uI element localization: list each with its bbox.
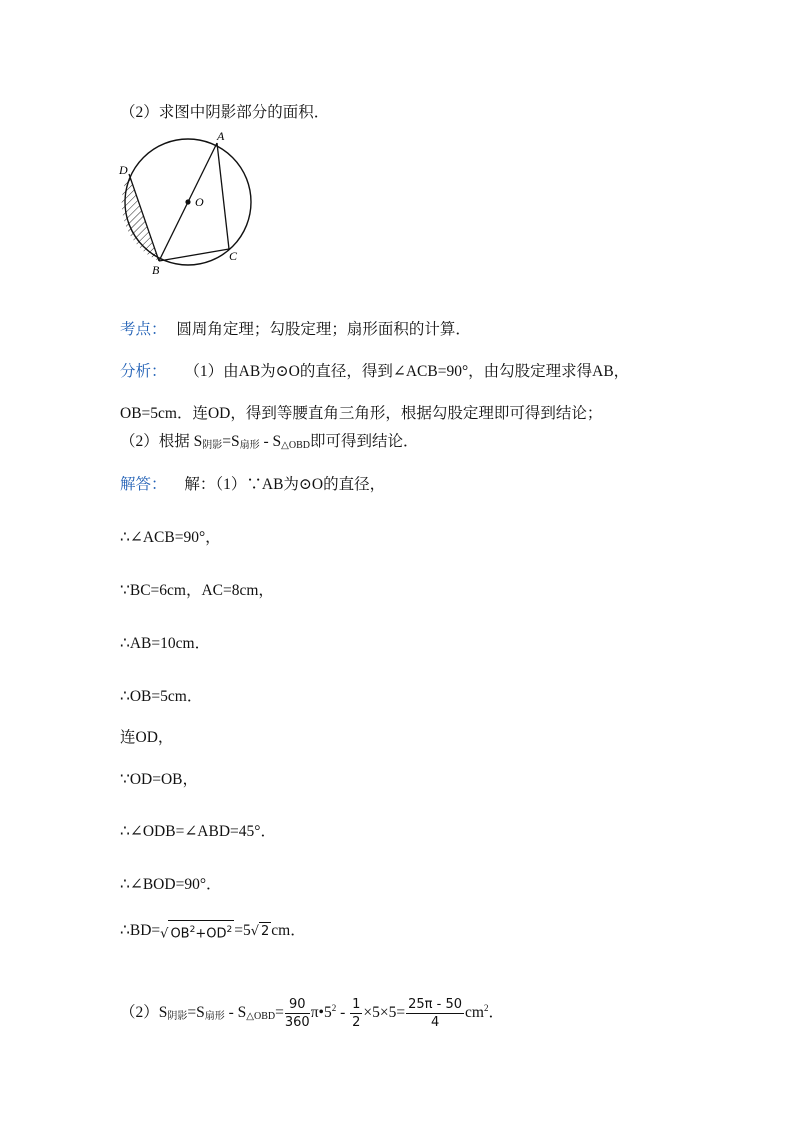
bd-line: ∴BD=√ $OB^2+OD^2 =5√$ 2 cm． bbox=[120, 918, 306, 943]
fenxi-row bbox=[120, 359, 629, 381]
fenxi-label: 分析： bbox=[120, 363, 167, 380]
chord-ac bbox=[217, 143, 229, 249]
step-8: ∴∠BOD=90°． bbox=[120, 876, 222, 893]
fenxi-line2: OB=5cm．连OD，得到等腰直角三角形，根据勾股定理即可得到结论； bbox=[120, 405, 603, 422]
fenxi-line1: （1）由AB为⊙O的直径，得到∠ACB=90°，由勾股定理求得AB， bbox=[184, 363, 630, 380]
label-b: B bbox=[152, 263, 160, 277]
chord-bc bbox=[159, 249, 229, 261]
fraction-result: $\frac{25\pi - 50}{4}$ bbox=[408, 997, 463, 1030]
step-6: ∵OD=OB， bbox=[120, 771, 199, 788]
step-5: 连OD， bbox=[120, 729, 174, 746]
sqrt-two: √ 2 bbox=[250, 923, 270, 939]
fraction-90-360: $\frac{90}{360}$ bbox=[284, 997, 310, 1030]
label-o: O bbox=[195, 195, 204, 209]
kaodian-label: 考点： bbox=[120, 321, 167, 338]
step-3: ∴AB=10cm． bbox=[120, 635, 211, 652]
sqrt-expression: √ $OB^2+OD^2$ bbox=[160, 920, 234, 943]
fraction-1-2: $\frac{1}{2}$ bbox=[352, 997, 361, 1030]
label-c: C bbox=[229, 249, 238, 263]
final-line: $(2)S_{阴影}=S_{扇形} - S_{\triangle OBD}=$ $\frac{90}{360}$ $\pi•5^2$ - $\frac{1}{2}$ ×5×5= $\frac{25\pi - 50}{4}$ $cm^2$． bbox=[120, 997, 504, 1030]
jieda-row bbox=[120, 472, 385, 494]
step-4: ∴OB=5cm． bbox=[120, 688, 203, 705]
circle-figure bbox=[116, 130, 266, 280]
step-2: ∵BC=6cm，AC=8cm， bbox=[120, 582, 274, 599]
kaodian-row bbox=[120, 317, 471, 339]
step-7: ∴∠ODB=∠ABD=45°． bbox=[120, 823, 276, 840]
label-a: A bbox=[217, 130, 225, 143]
label-d: D bbox=[119, 163, 128, 177]
step-1: ∴∠ACB=90°， bbox=[120, 529, 221, 546]
jieda-text: 解：（1）∵AB为⊙O的直径， bbox=[184, 476, 386, 493]
center-point bbox=[185, 199, 190, 204]
fenxi-line3: （2）根据 $S_{阴影}=S_{扇形} - S_{\triangle OBD}$即可得到结论． bbox=[120, 433, 419, 451]
jieda-label: 解答： bbox=[120, 476, 167, 493]
kaodian-text: 圆周角定理；勾股定理；扇形面积的计算． bbox=[176, 321, 471, 338]
question-text: （2）求图中阴影部分的面积． bbox=[120, 104, 330, 121]
